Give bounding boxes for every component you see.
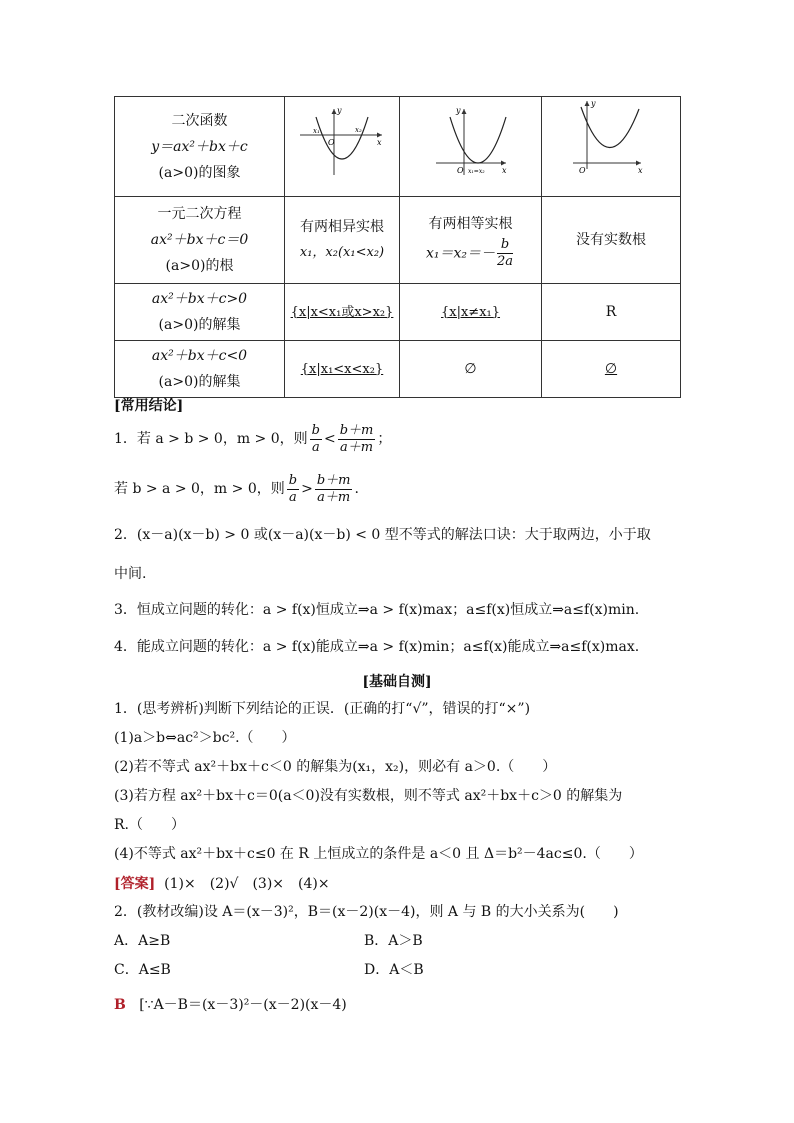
fraction: [310, 423, 322, 456]
fraction: [497, 237, 513, 270]
row-header: [115, 341, 285, 398]
empty-set: ∅: [604, 361, 618, 377]
solution-set-cell: [285, 341, 400, 398]
double-root-cell: [400, 197, 542, 284]
numerator: b: [288, 472, 298, 488]
double-root-formula: [400, 237, 541, 270]
row-header: [115, 197, 285, 284]
solution-set-cell: [542, 341, 681, 398]
graph-two-roots: [285, 97, 400, 197]
fraction: [338, 423, 376, 456]
cell-line: (a>0)的解集: [158, 374, 241, 390]
fraction: [287, 473, 299, 506]
option-a: A．A≥B: [114, 933, 171, 949]
origin-label: O: [328, 138, 335, 147]
denominator: a＋m: [317, 489, 351, 505]
conclusion-1b: [114, 470, 359, 508]
solution-label: B: [114, 997, 126, 1013]
question-1-item-2: (2)若不等式 ax²＋bx＋c＜0 的解集为(x₁，x₂)，则必有 a＞0.（ ）: [114, 759, 557, 775]
no-real-root-cell: 没有实数根: [542, 197, 681, 284]
conclusion-3: 3．恒成立问题的转化：a > f(x)恒成立⇒a > f(x)max；a≤f(x)恒成立⇒a≤f(x)min.: [114, 602, 640, 618]
fraction: [315, 473, 353, 506]
conclusions-title: [常用结论]: [114, 398, 184, 414]
parabola-no-root-graph: [543, 97, 679, 187]
solution-set: R: [605, 304, 617, 320]
root1-label: x₁: [313, 127, 320, 135]
cell-line: 一元二次方程: [157, 206, 242, 222]
question-1-item-4: (4)不等式 ax²＋bx＋c≤0 在 R 上恒成立的条件是 a＜0 且 Δ＝b²－4ac≤0.（ ）: [114, 846, 643, 862]
conclusion-1a: [114, 420, 391, 458]
answer-label: [答案]: [114, 876, 156, 892]
cell-line: (a>0)的根: [165, 258, 234, 274]
x-axis-label: x: [377, 138, 382, 147]
solution-set: {x|x₁<x<x₂}: [300, 361, 384, 377]
numerator: b＋m: [339, 422, 374, 438]
text: 若 b > a > 0，m > 0，则: [114, 481, 285, 497]
question-1-item-1: (1)a＞b⇔ac²＞bc².（ ）: [114, 730, 296, 746]
double-root-label: x₁=x₂: [467, 168, 485, 175]
empty-set: ∅: [464, 361, 477, 377]
quadratic-table: [114, 96, 681, 398]
table-row: [115, 197, 681, 284]
parabola-two-roots-graph: [286, 97, 398, 187]
answer-line: [114, 873, 330, 893]
option-d: D．A＜B: [364, 962, 424, 978]
x-axis-label: x: [638, 166, 643, 175]
cell-line: x₁，x₂(x₁<x₂): [299, 245, 385, 260]
y-axis-label: y: [337, 106, 342, 115]
question-1-item-3a: (3)若方程 ax²＋bx＋c＝0(a＜0)没有实数根，则不等式 ax²＋bx＋c＞0 的解集为: [114, 788, 623, 804]
question-1-item-3b: R.（ ）: [114, 817, 185, 833]
cell-line: y＝ax²＋bx＋c: [151, 138, 248, 155]
origin-label: O: [579, 166, 586, 175]
cell-line: ax²＋bx＋c＝0: [150, 232, 249, 248]
cell-line: 二次函数: [171, 112, 228, 129]
answer-text: (1)× (2)√ (3)× (4)×: [164, 876, 330, 892]
cell-line: (a>0)的解集: [158, 317, 241, 333]
cell-line: ax²＋bx＋c>0: [151, 291, 248, 307]
operator: <: [323, 431, 336, 447]
denominator: a＋m: [340, 439, 374, 455]
numerator: b: [497, 237, 513, 254]
option-c: C．A≤B: [114, 962, 171, 978]
cell-line: (a>0)的图象: [158, 164, 241, 181]
y-axis-label: y: [591, 99, 596, 108]
row-header: [115, 284, 285, 341]
text: 1．若 a > b > 0，m > 0，则: [114, 431, 308, 447]
solution-line: [114, 994, 347, 1014]
solution-text: [∵A－B＝(x－3)²－(x－2)(x－4): [139, 997, 347, 1013]
parabola-double-root-graph: [402, 97, 540, 187]
cell-line: ax²＋bx＋c<0: [151, 348, 248, 364]
numerator: b: [311, 422, 320, 438]
numerator: b＋m: [316, 472, 351, 488]
graph-no-root: [542, 97, 681, 197]
x-axis-label: x: [501, 166, 507, 175]
conclusion-4: 4．能成立问题的转化：a > f(x)能成立⇒a > f(x)min；a≤f(x)能成立⇒a≤f(x)max.: [114, 639, 640, 655]
table-row: [115, 341, 681, 398]
solution-set-cell: [400, 341, 542, 398]
operator: >: [301, 481, 313, 497]
question-1: 1．(思考辨析)判断下列结论的正误．(正确的打“√”，错误的打“×”): [114, 701, 531, 717]
row-header: [115, 97, 285, 197]
solution-set-cell: [542, 284, 681, 341]
denominator: 2a: [496, 253, 514, 269]
denominator: a: [289, 489, 297, 505]
text: ；: [377, 431, 392, 447]
graph-double-root: [400, 97, 542, 197]
y-axis-label: y: [455, 106, 461, 115]
solution-set-cell: [285, 284, 400, 341]
text: .: [354, 481, 359, 497]
solution-set: {x|x≠x₁}: [440, 304, 501, 320]
cell-line: 有两相异实根: [300, 219, 384, 235]
solution-set: {x|x<x₁或x>x₂}: [290, 304, 394, 320]
solution-set-cell: [400, 284, 542, 341]
question-2: 2．(教材改编)设 A＝(x－3)²，B＝(x－2)(x－4)，则 A 与 B 的大小关系为( ): [114, 904, 619, 920]
conclusion-2-line2: 中间.: [114, 566, 147, 582]
option-b: B．A＞B: [364, 933, 423, 949]
two-distinct-roots-cell: [285, 197, 400, 284]
formula-prefix: x₁＝x₂＝－: [425, 245, 495, 261]
denominator: a: [311, 439, 320, 455]
table-row: [115, 284, 681, 341]
conclusion-2-line1: 2．(x－a)(x－b) > 0 或(x－a)(x－b) < 0 型不等式的解法口诀：大于取两边，小于取: [114, 527, 651, 543]
root2-label: x₂: [355, 126, 362, 134]
table-row: [115, 97, 681, 197]
selftest-title: [基础自测]: [362, 674, 432, 690]
cell-line: 有两相等实根: [428, 215, 513, 232]
origin-label: O: [456, 166, 464, 175]
